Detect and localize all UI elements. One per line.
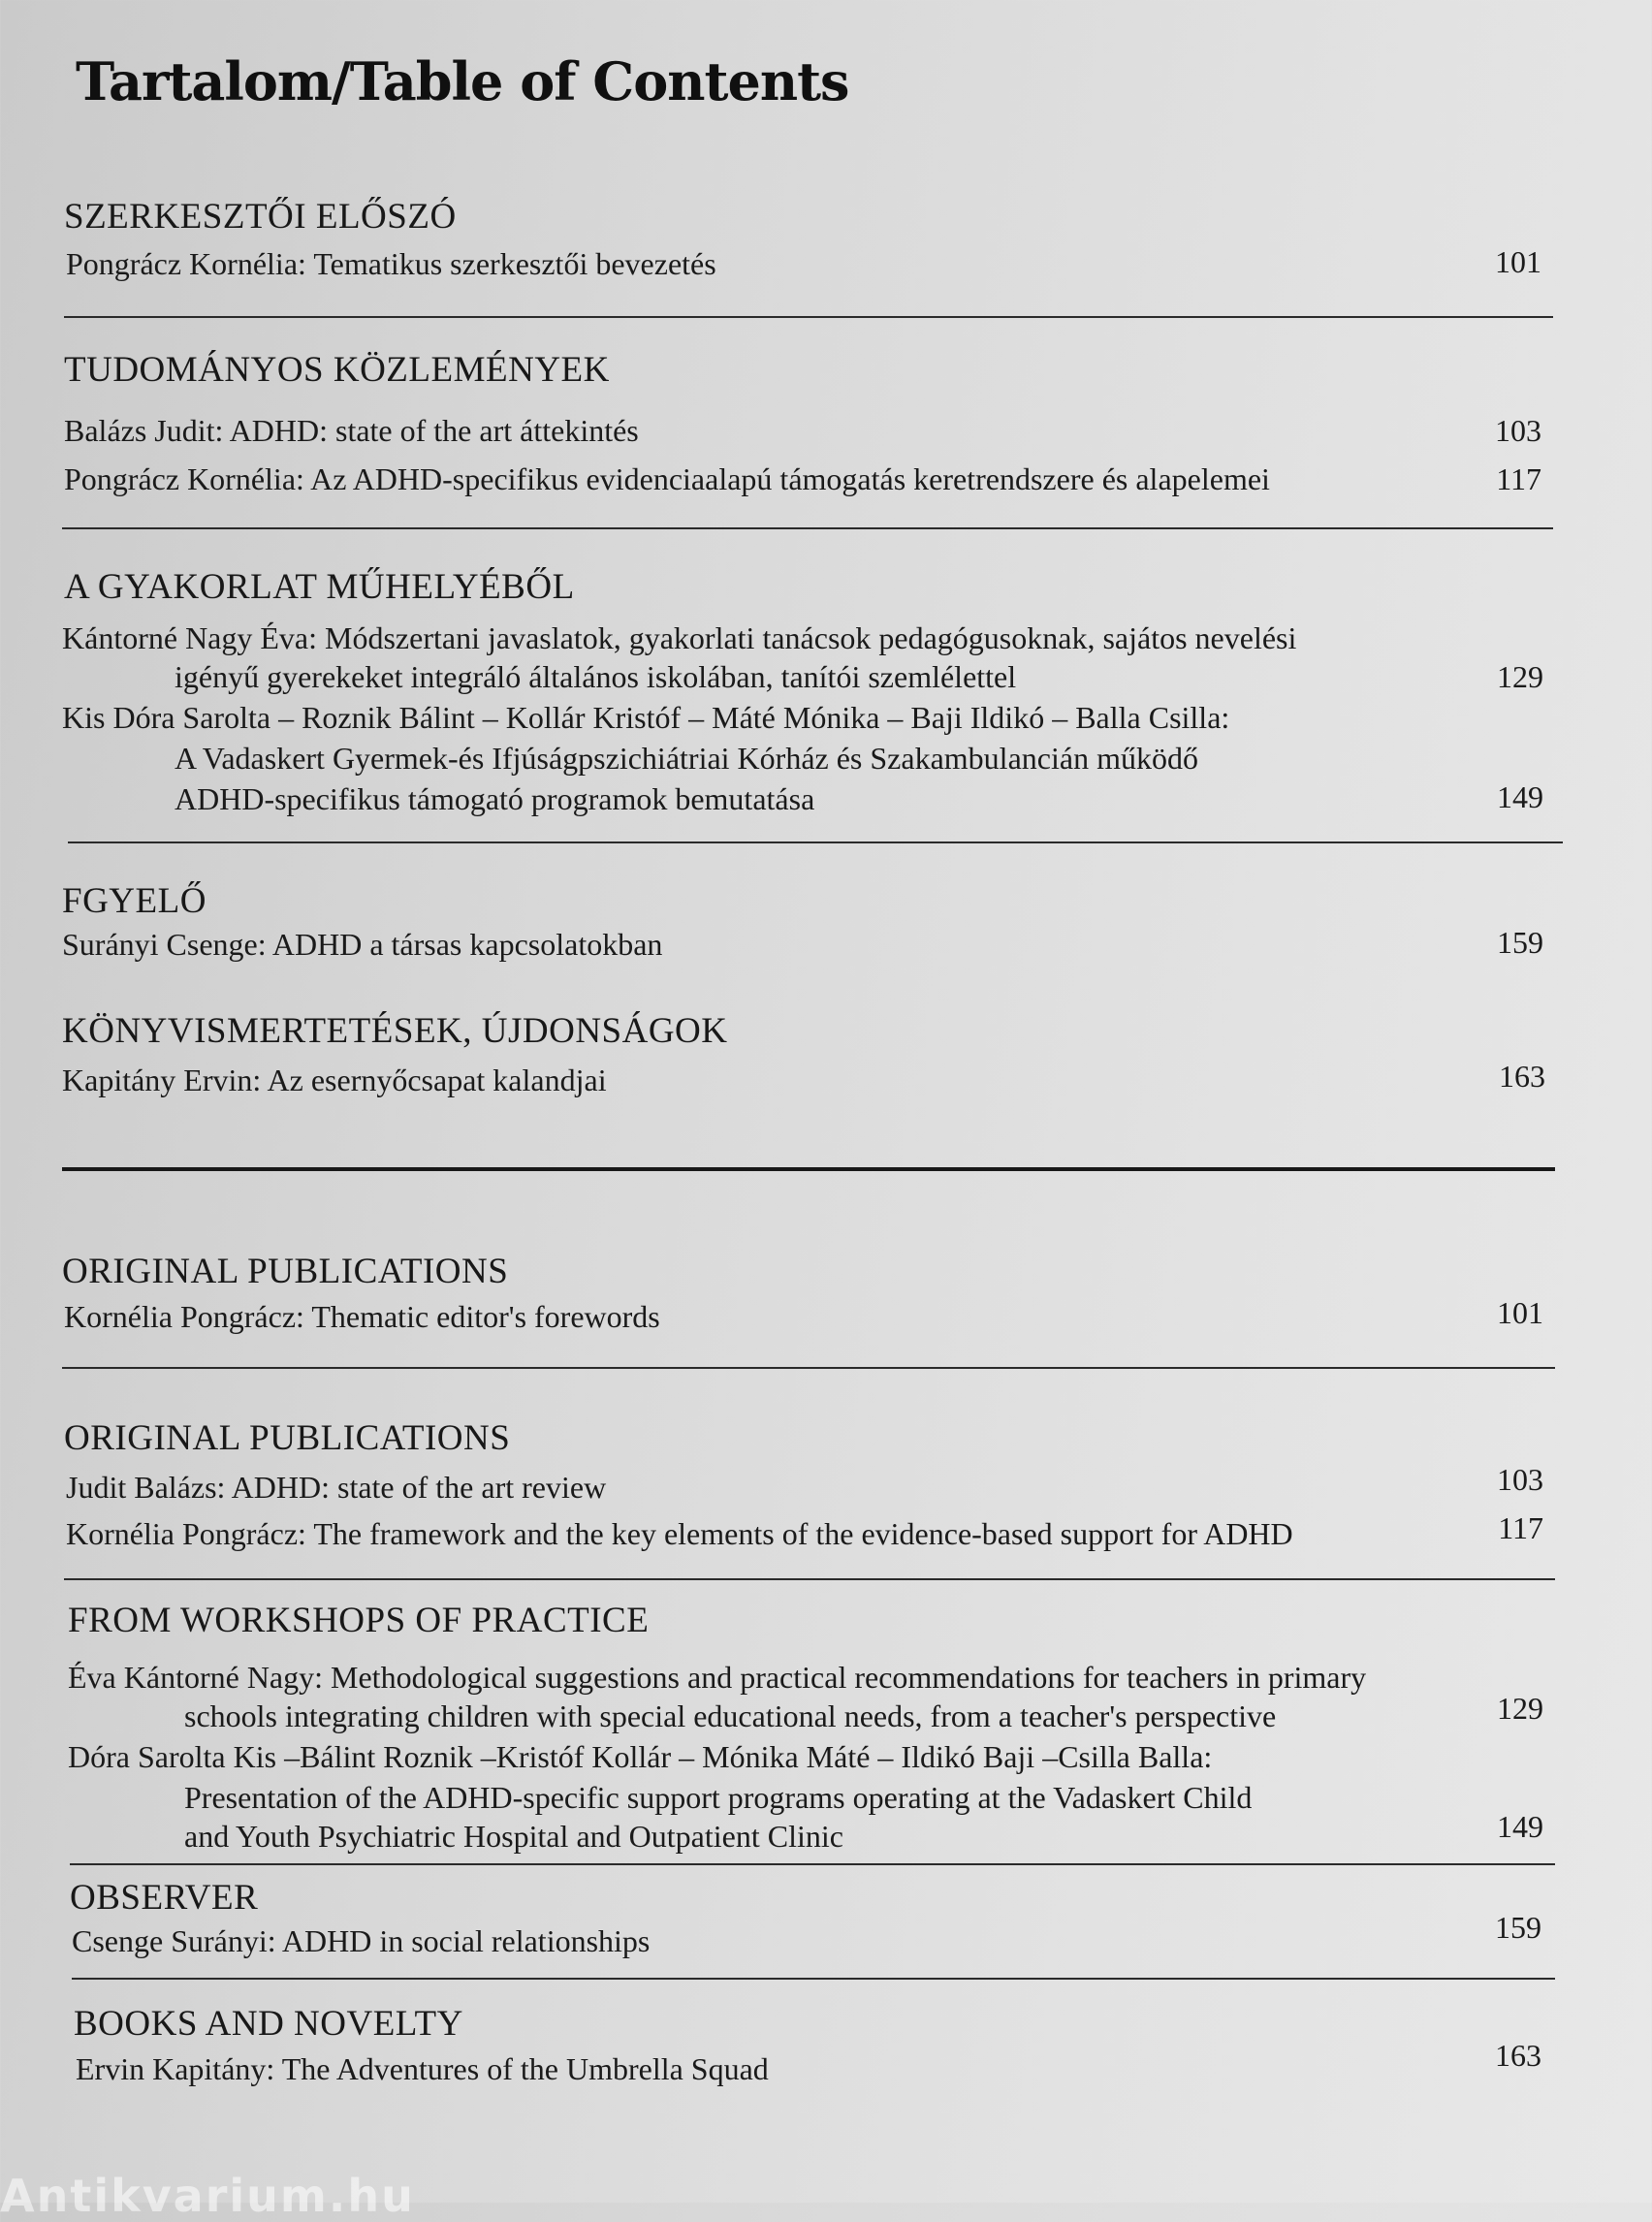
toc-entry-page: 129 [1497,1691,1543,1726]
toc-entry-text-continued: Presentation of the ADHD-specific support programs operating at the Vadaskert Child [184,1780,1253,1815]
toc-entry-page: 101 [1495,244,1541,279]
toc-entry-text: Pongrácz Kornélia: Tematikus szerkesztői bevezetés [66,246,716,281]
toc-entry-page: 117 [1496,461,1541,496]
watermark: Antikvarium.hu [0,2170,415,2222]
page-title: Tartalom/Table of Contents [76,50,849,112]
toc-entry-text-continued: A Vadaskert Gyermek-és Ifjúságpszichiátriai Kórház és Szakambulancián működő [175,741,1198,776]
toc-entry-page: 163 [1495,2038,1541,2073]
section-heading-from-workshops: FROM WORKSHOPS OF PRACTICE [68,1601,650,1640]
toc-entry-text-continued: schools integrating children with special educational needs, from a teacher's perspective [184,1698,1277,1733]
section-divider [72,1978,1555,1980]
toc-entry-page: 163 [1499,1059,1545,1094]
toc-entry-page: 103 [1495,413,1541,448]
toc-entry-text: Balázs Judit: ADHD: state of the art áttekintés [64,413,639,448]
toc-entry-text-continued: igényű gyerekeket integráló általános iskolában, tanítói szemlélettel [175,659,1017,694]
toc-entry-text: Kántorné Nagy Éva: Módszertani javaslatok, gyakorlati tanácsok pedagógusoknak, sajátos nevelési [62,620,1297,655]
section-divider [62,527,1553,529]
toc-entry-text-continued: and Youth Psychiatric Hospital and Outpatient Clinic [184,1819,843,1854]
toc-entry-page: 149 [1497,779,1543,814]
section-divider [70,1863,1555,1865]
toc-entry-page: 149 [1497,1809,1543,1844]
language-divider [62,1167,1555,1171]
section-divider [64,1578,1555,1580]
toc-entry-text: Kis Dóra Sarolta – Roznik Bálint – Kollár Kristóf – Máté Mónika – Baji Ildikó – Balla Csilla: [62,700,1230,735]
section-heading-gyakorlat-muhelyebol: A GYAKORLAT MŰHELYÉBŐL [64,567,575,607]
toc-entry-text: Kapitány Ervin: Az esernyőcsapat kalandjai [62,1063,607,1097]
section-heading-original-publications-2: ORIGINAL PUBLICATIONS [64,1418,511,1458]
section-divider [62,1367,1555,1369]
toc-entry-text: Dóra Sarolta Kis –Bálint Roznik –Kristóf Kollár – Mónika Máté – Ildikó Baji –Csilla Balla: [68,1739,1213,1774]
section-heading-szerkesztoi-eloszo: SZERKESZTŐI ELŐSZÓ [64,197,457,237]
toc-entry-page: 159 [1497,925,1543,960]
toc-entry-page: 129 [1497,659,1543,694]
toc-entry-page: 159 [1495,1910,1541,1945]
section-heading-books-and-novelty: BOOKS AND NOVELTY [74,2004,463,2044]
toc-entry-text: Kornélia Pongrácz: The framework and the key elements of the evidence-based support for ADHD [66,1516,1293,1551]
section-divider [64,316,1553,318]
section-heading-tudomanyos-kozlemenyek: TUDOMÁNYOS KÖZLEMÉNYEK [64,350,610,390]
toc-entry-text: Pongrácz Kornélia: Az ADHD-specifikus evidenciaalapú támogatás keretrendszere és alapelemei [64,461,1270,496]
section-heading-konyvismertetesek: KÖNYVISMERTETÉSEK, ÚJDONSÁGOK [62,1011,728,1051]
toc-entry-page: 101 [1497,1295,1543,1330]
toc-entry-text: Kornélia Pongrácz: Thematic editor's forewords [64,1299,660,1334]
toc-entry-page: 117 [1498,1510,1543,1545]
section-heading-observer: OBSERVER [70,1878,259,1918]
toc-entry-text: Éva Kántorné Nagy: Methodological suggestions and practical recommendations for teachers in primary [68,1660,1367,1695]
toc-entry-text: Csenge Surányi: ADHD in social relationships [72,1923,651,1958]
section-heading-original-publications: ORIGINAL PUBLICATIONS [62,1252,509,1291]
toc-entry-text: Surányi Csenge: ADHD a társas kapcsolatokban [62,927,663,962]
section-divider [68,841,1563,843]
section-heading-fgyelo: FGYELŐ [62,881,206,921]
toc-entry-page: 103 [1497,1462,1543,1497]
toc-entry-text-continued: ADHD-specifikus támogató programok bemutatása [175,781,815,816]
toc-entry-text: Judit Balázs: ADHD: state of the art review [66,1470,607,1505]
toc-entry-text: Ervin Kapitány: The Adventures of the Umbrella Squad [76,2051,769,2086]
